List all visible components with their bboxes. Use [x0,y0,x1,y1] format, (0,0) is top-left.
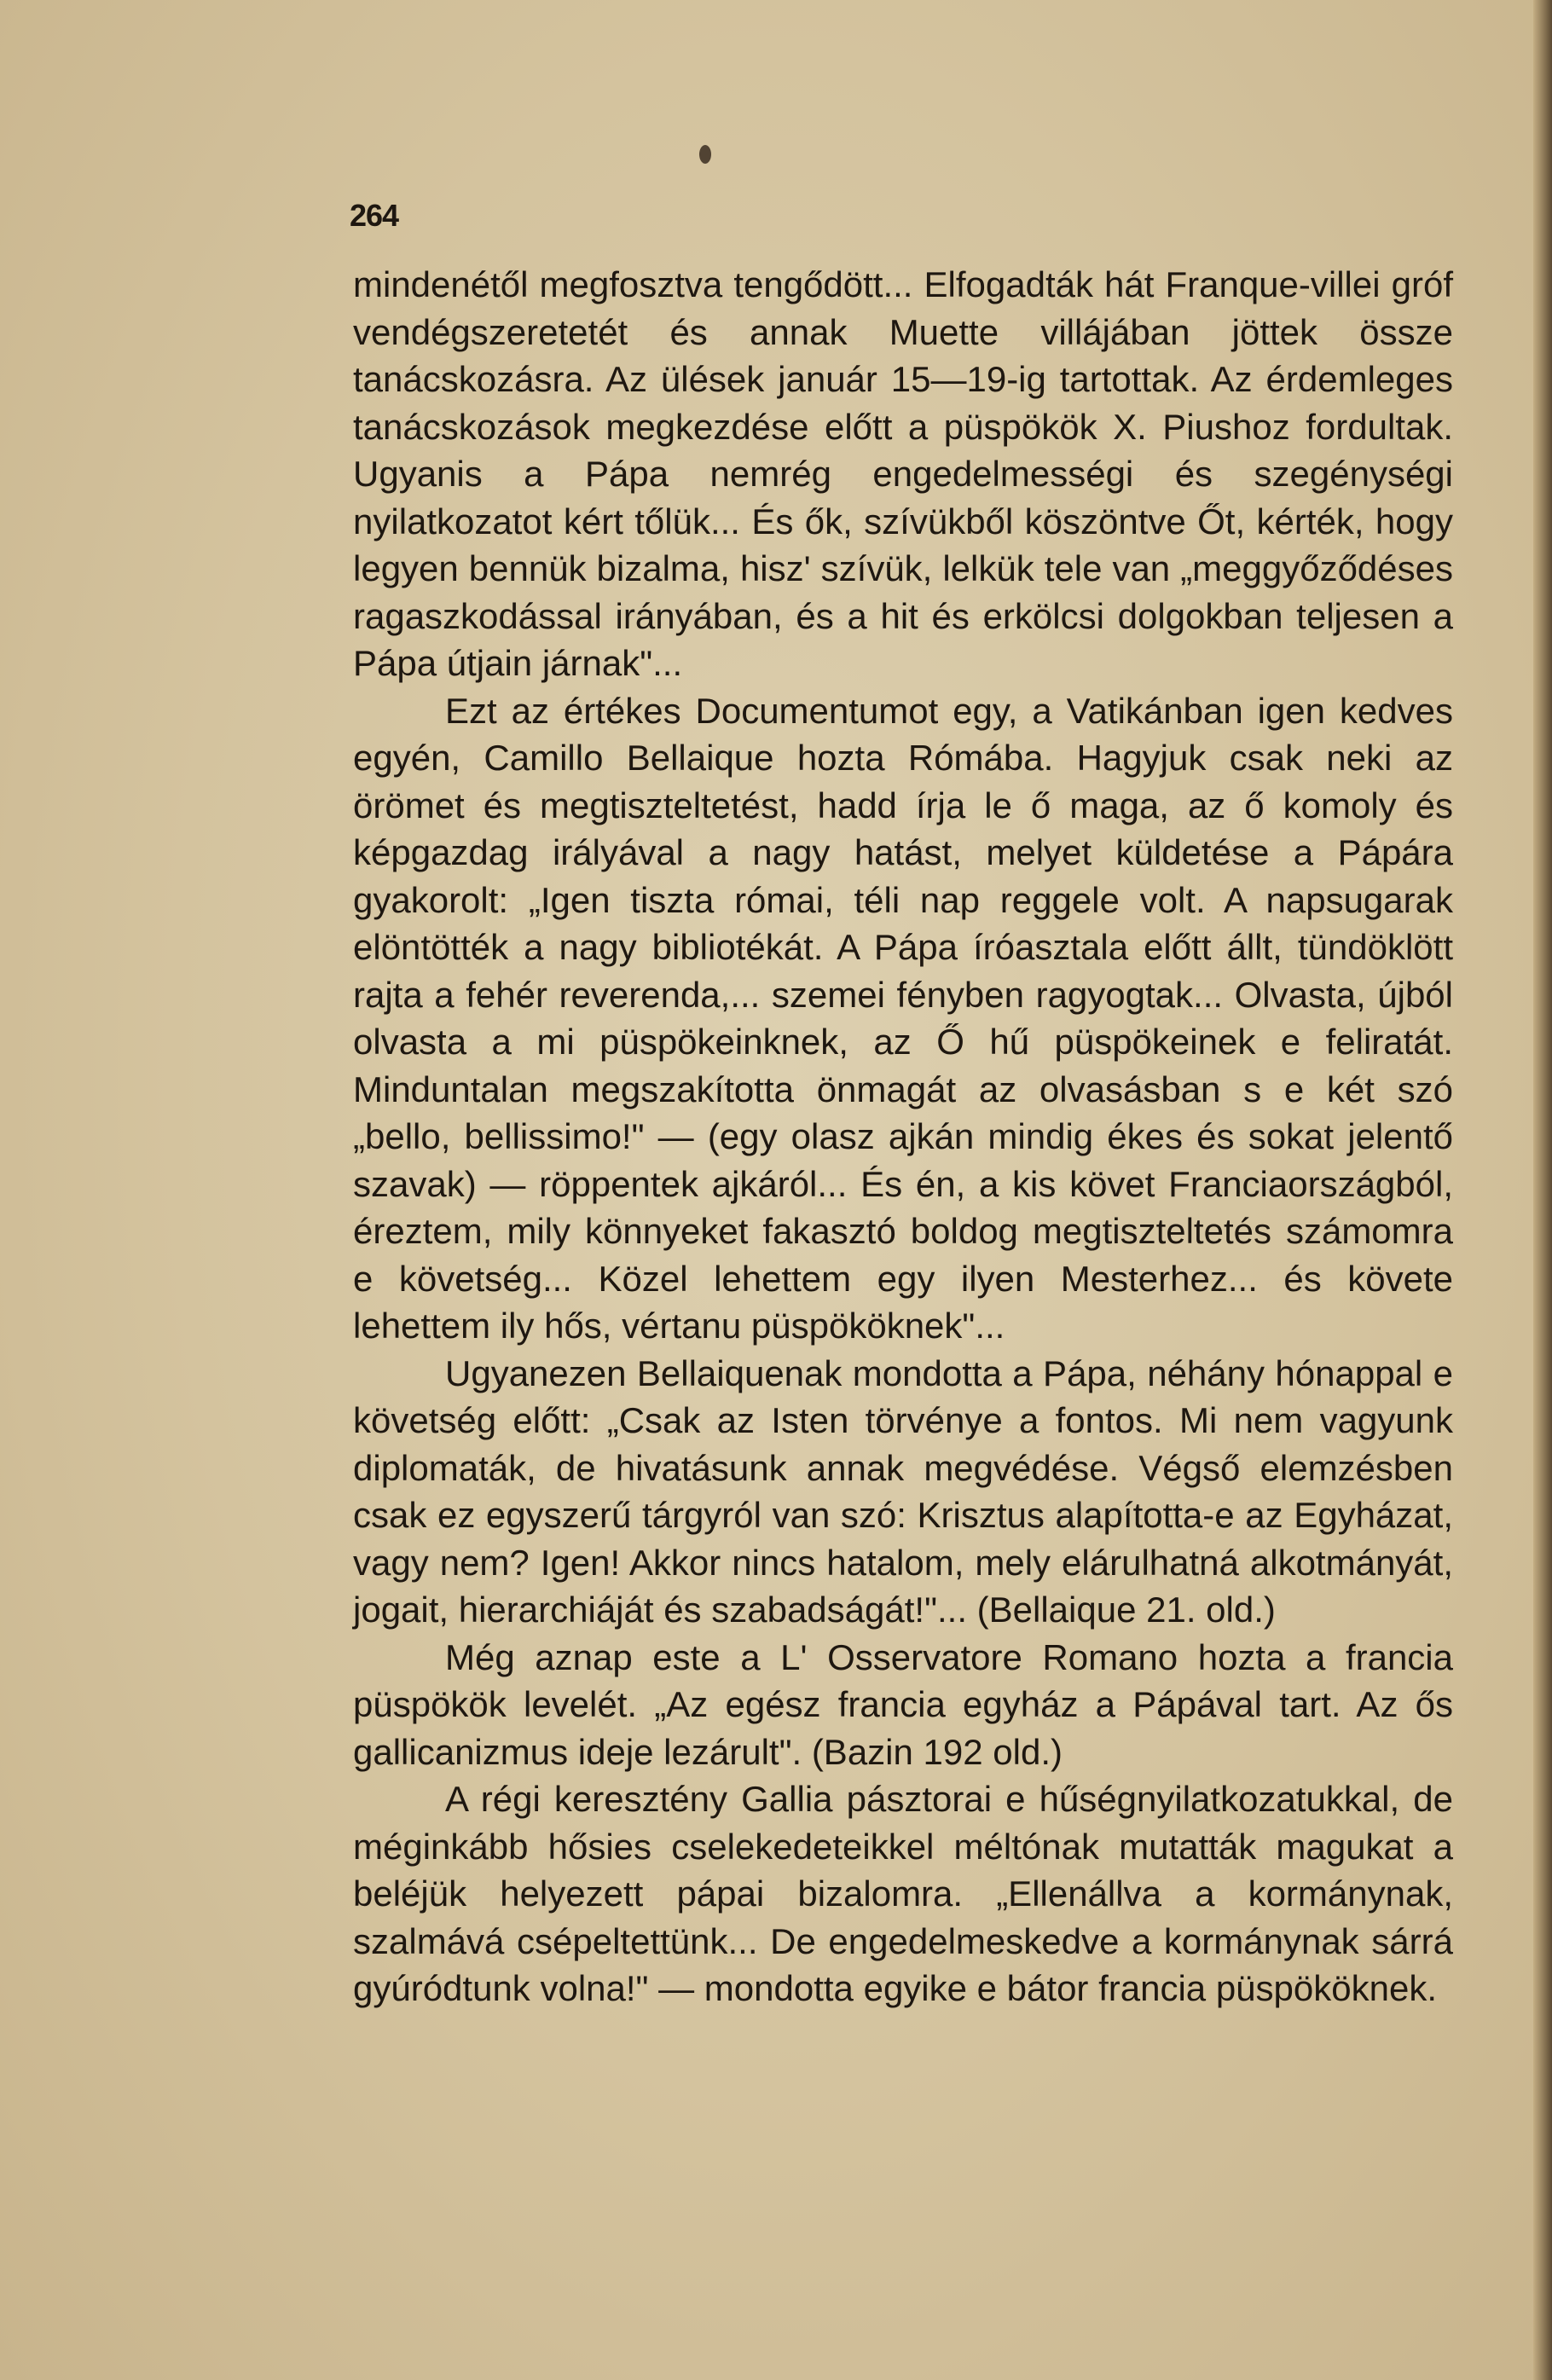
page-edge-shadow [1533,0,1552,2380]
paragraph-5: A régi keresztény Gallia pásztorai e hűségnyilatkozatukkal, de méginkább hősies cselekedeteikkel méltónak mutatták magukat a beléjük helyezett pápai bizalomra. „Ellenállva a kormánynak, szalmává csépeltettünk... De engedelmeskedve a kormánynak sárrá gyúródtunk volna!" — mondotta egyike e bátor francia püspököknek. [353,1779,1453,2008]
ink-spot [699,145,711,164]
paragraph-1: mindenétől megfosztva tengődött... Elfogadták hát Franque-villei gróf vendégszeretetét és annak Muette villájában jöttek össze tanácskozásra. Az ülések január 15—19-ig tartottak. Az érdemleges tanácskozások megkezdése előtt a püspökök X. Piushoz fordultak. Ugyanis a Pápa nemrég engedelmességi és szegénységi nyilatkozatot kért tőlük... És ők, szívükből köszöntve Őt, kérték, hogy legyen bennük bizalma, hisz' szívük, lelkük tele van „meggyőződéses ragaszkodással irányában, és a hit és erkölcsi dolgokban teljesen a Pápa útjain járnak"... [353,264,1453,683]
paragraph-2: Ezt az értékes Documentumot egy, a Vatikánban igen kedves egyén, Camillo Bellaique hozta Rómába. Hagyjuk csak neki az örömet és megtiszteltetést, hadd írja le ő maga, az ő komoly és képgazdag irályával a nagy hatást, melyet küldetése a Pápára gyakorolt: „Igen tiszta római, téli nap reggele volt. A napsugarak elöntötték a nagy bibliotékát. A Pápa íróasztala előtt állt, tündöklött rajta a fehér reverenda,... szemei fényben ragyogtak... Olvasta, újból olvasta a mi püspökeinknek, az Ő hű püspökeinek e feliratát. Minduntalan megszakította önmagát az olvasásban s e két szó „bello, bellissimo!" — (egy olasz ajkán mindig ékes és sokat jelentő szavak) — röppentek ajkáról... És én, a kis követ Franciaországból, éreztem, mily könnyeket fakasztó boldog megtiszteltetés számomra e követség... Közel lehettem egy ilyen Mesterhez... és követe lehettem ily hős, vértanu püspököknek"... [353,690,1453,1346]
paragraph-4: Még aznap este a L' Osservatore Romano hozta a francia püspökök levelét. „Az egész francia egyház a Pápával tart. Az ős gallicanizmus ideje lezárult". (Bazin 192 old.) [353,1636,1453,1772]
body-text [353,261,1453,2012]
paragraph-3: Ugyanezen Bellaiquenak mondotta a Pápa, néhány hónappal e követség előtt: „Csak az Isten törvénye a fontos. Mi nem vagyunk diplomaták, de hivatásunk annak megvédése. Végső elemzésben csak ez egyszerű tárgyról van szó: Krisztus alapította-e az Egyházat, vagy nem? Igen! Akkor nincs hatalom, mely elárulhatná alkotmányát, jogait, hierarchiáját és szabadságát!"... (Bellaique 21. old.) [353,1352,1453,1630]
page-number: 264 [350,198,399,233]
